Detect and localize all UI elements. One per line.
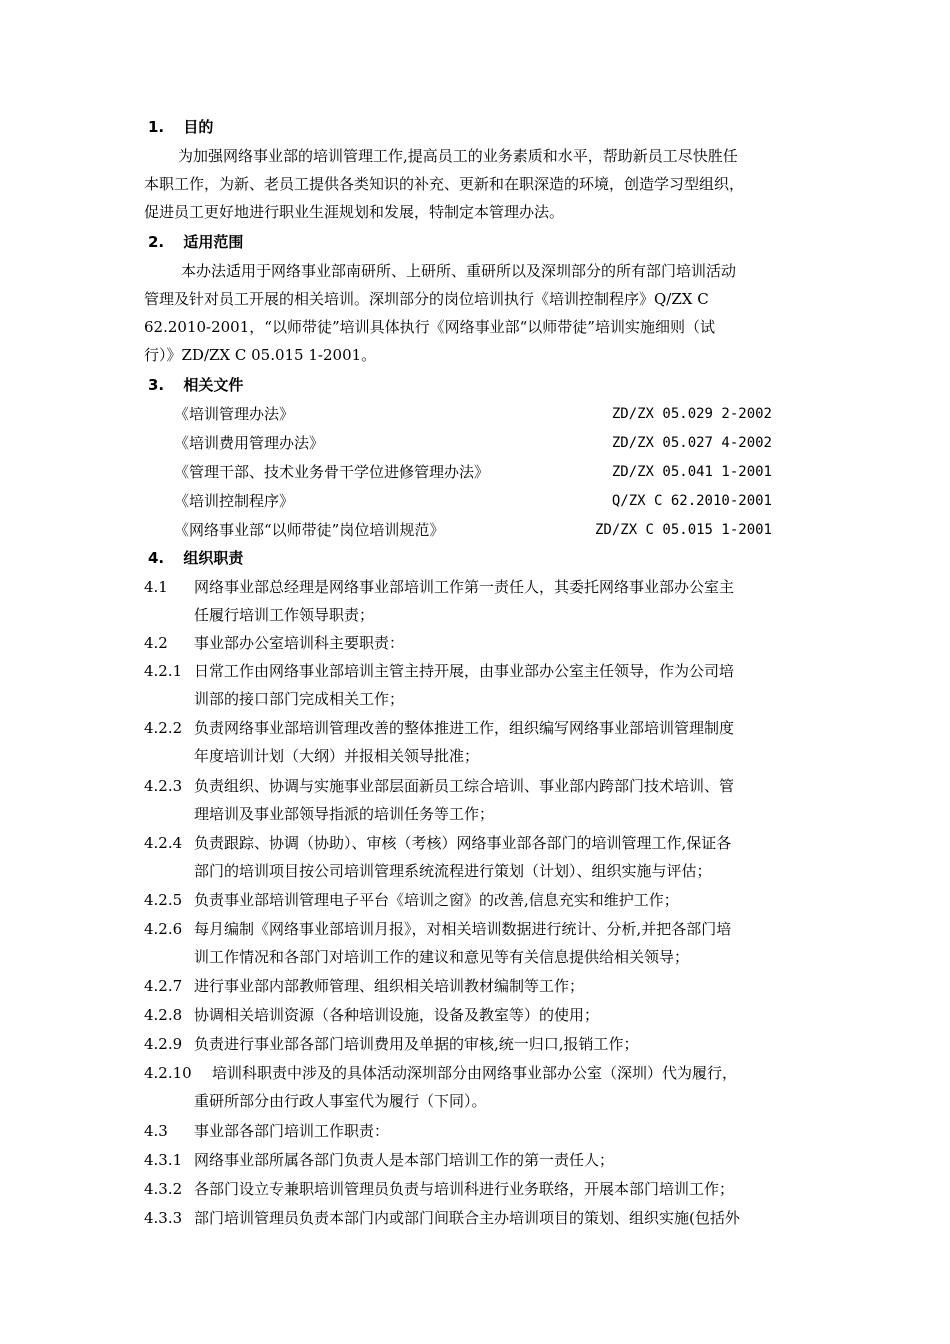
clause-text-line: 负责事业部培训管理电子平台《培训之窗》的改善,信息充实和维护工作； [194, 891, 679, 909]
clause-number: 4.3.2 [144, 1180, 183, 1198]
clause-text-line: 每月编制《网络事业部培训月报》，对相关培训数据进行统计、分析,并把各部门培 [194, 920, 732, 938]
clause-text-line: 培训科职责中涉及的具体活动深圳部分由网络事业部办公室（深圳）代为履行， [212, 1064, 738, 1082]
clause-text-line: 部门培训管理员负责本部门内或部门间联合主办培训项目的策划、组织实施(包括外 [194, 1209, 740, 1227]
clause-text-line: 网络事业部总经理是网络事业部培训工作第一责任人，其委托网络事业部办公室主 [194, 578, 735, 596]
clause-number: 4.2.9 [144, 1035, 183, 1053]
clause-text-line: 日常工作由网络事业部培训主管主持开展，由事业部办公室主任领导，作为公司培 [194, 662, 735, 680]
clause-text-line: 协调相关培训资源（各种培训设施，设备及教室等）的使用； [194, 1006, 600, 1024]
section-2-title: 适用范围 [183, 233, 244, 251]
clause-number: 4.2.5 [144, 891, 183, 909]
related-doc-code: Q/ZX C 62.2010-2001 [611, 493, 772, 509]
section-2-number: 2. [148, 233, 165, 251]
section-1-title: 目的 [183, 118, 214, 136]
clause-number: 4.2.3 [144, 777, 183, 795]
clause-text-line: 负责组织、协调与实施事业部层面新员工综合培训、事业部内跨部门技术培训、管 [194, 777, 735, 795]
related-doc-name: 《培训管理办法》 [174, 405, 295, 423]
clause-number: 4.3.1 [144, 1151, 183, 1169]
clause-number: 4.1 [144, 578, 168, 596]
clause-text-line: 训工作情况和各部门对培训工作的建议和意见等有关信息提供给相关领导； [194, 948, 690, 966]
clause-text-line: 年度培训计划（大纲）并报相关领导批准； [194, 747, 480, 765]
section-1-paragraph-line: 本职工作，为新、老员工提供各类知识的补充、更新和在职深造的环境，创造学习型组织， [144, 175, 745, 193]
section-2-paragraph-line: 本办法适用于网络事业部南研所、上研所、重研所以及深圳部分的所有部门培训活动 [181, 262, 737, 280]
clause-number: 4.2.4 [144, 834, 183, 852]
related-doc-name: 《培训费用管理办法》 [174, 434, 325, 452]
section-3-heading [148, 375, 243, 395]
clause-text-line: 负责进行事业部各部门培训费用及单据的审核,统一归口,报销工作； [194, 1035, 639, 1053]
clause-number: 4.2 [144, 634, 168, 652]
clause-text-line: 负责跟踪、协调（协助）、审核（考核）网络事业部各部门的培训管理工作,保证各 [194, 834, 732, 852]
section-3-title: 相关文件 [183, 376, 244, 394]
clause-number: 4.3.3 [144, 1209, 183, 1227]
clause-text-line: 部门的培训项目按公司培训管理系统流程进行策划（计划）、组织实施与评估； [194, 862, 712, 880]
clause-text-line: 训部的接口部门完成相关工作； [194, 690, 405, 708]
section-3-number: 3. [148, 376, 165, 394]
clause-text-line: 重研所部分由行政人事室代为履行（下同）。 [194, 1092, 487, 1110]
clause-number: 4.2.6 [144, 920, 183, 938]
clause-text-line: 事业部各部门培训工作职责： [194, 1122, 390, 1140]
clause-text-line: 负责网络事业部培训管理改善的整体推进工作，组织编写网络事业部培训管理制度 [194, 719, 735, 737]
section-2-paragraph-line: 62.2010-2001，“以师带徒”培训具体执行《网络事业部“以师带徒”培训实施细则（试 [144, 318, 715, 336]
clause-number: 4.2.1 [144, 662, 183, 680]
clause-number: 4.2.8 [144, 1006, 183, 1024]
related-doc-code: ZD/ZX 05.029 2-2002 [611, 406, 772, 422]
related-doc-name: 《管理干部、技术业务骨干学位进修管理办法》 [174, 463, 490, 481]
section-2-paragraph-line: 管理及针对员工开展的相关培训。深圳部分的岗位培训执行《培训控制程序》Q/ZX C [144, 290, 709, 308]
section-1-number: 1. [148, 118, 165, 136]
clause-text-line: 网络事业部所属各部门负责人是本部门培训工作的第一责任人； [194, 1151, 615, 1169]
clause-number: 4.2.2 [144, 719, 183, 737]
clause-text-line: 各部门设立专兼职培训管理员负责与培训科进行业务联络，开展本部门培训工作； [194, 1180, 735, 1198]
section-4-number: 4. [148, 549, 165, 567]
clause-text-line: 任履行培训工作领导职责； [194, 606, 375, 624]
clause-text-line: 进行事业部内部教师管理、组织相关培训教材编制等工作； [194, 977, 585, 995]
section-2-paragraph-line: 行）》ZD/ZX C 05.015 1-2001。 [144, 346, 377, 364]
clause-number: 4.2.10 [144, 1064, 192, 1082]
related-doc-name: 《培训控制程序》 [174, 492, 295, 510]
related-doc-code: ZD/ZX 05.027 4-2002 [611, 435, 772, 451]
section-4-heading [148, 548, 243, 568]
section-2-heading [148, 232, 243, 252]
section-1-paragraph-line: 促进员工更好地进行职业生涯规划和发展，特制定本管理办法。 [144, 203, 565, 221]
related-doc-name: 《网络事业部“以师带徒”岗位培训规范》 [174, 521, 445, 539]
clause-number: 4.3 [144, 1122, 168, 1140]
clause-number: 4.2.7 [144, 977, 183, 995]
related-doc-code: ZD/ZX 05.041 1-2001 [611, 464, 772, 480]
clause-text-line: 理培训及事业部领导指派的培训任务等工作； [194, 805, 495, 823]
section-4-title: 组织职责 [183, 549, 244, 567]
related-doc-code: ZD/ZX C 05.015 1-2001 [594, 522, 772, 538]
clause-text-line: 事业部办公室培训科主要职责： [194, 634, 405, 652]
section-1-paragraph-line: 为加强网络事业部的培训管理工作,提高员工的业务素质和水平，帮助新员工尽快胜任 [178, 147, 738, 165]
section-1-heading [148, 117, 213, 137]
